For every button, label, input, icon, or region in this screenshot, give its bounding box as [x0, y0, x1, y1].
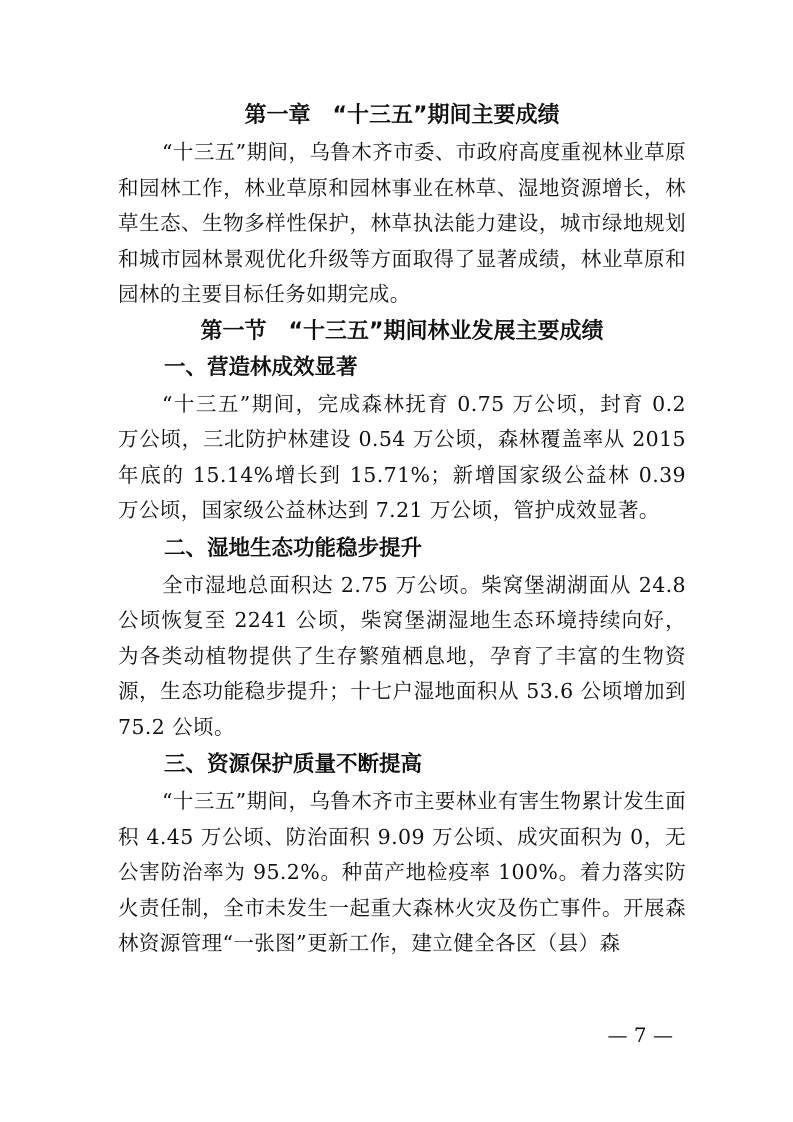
subsection-heading-resource-protection: 三、资源保护质量不断提高 — [164, 752, 423, 777]
subsection-paragraph-resource-protection: “十三五”期间，乌鲁木齐市主要林业有害生物累计发生面积 4.45 万公顷、防治面积 9.09 万公顷、成灾面积为 0，无公害防治率为 95.2%。种苗产地检疫率 100%。着力落实防火责任制，全市未发生一起重大森林火灾及伤亡事件。开展森林资源管理“一张图”更新工作，建立健全各区（县）森 — [118, 789, 686, 955]
subsection-heading-wetland: 二、湿地生态功能稳步提升 — [164, 535, 423, 561]
chapter-intro-paragraph: “十三五”期间，乌鲁木齐市委、市政府高度重视林业草原和园林工作，林业草原和园林事业在林草、湿地资源增长，林草生态、生物多样性保护，林草执法能力建设，城市绿地规划和城市园林景观优化升级等方面取得了显著成绩，林业草原和园林的主要目标任务如期完成。 — [118, 140, 686, 306]
page-content — [118, 98, 686, 962]
subsection-heading-afforestation: 一、营造林成效显著 — [164, 354, 358, 380]
section-title: 第一节 “十三五”期间林业发展主要成绩 — [200, 318, 604, 344]
page-number: — 7 — — [607, 1023, 673, 1047]
chapter-title: 第一章 “十三五”期间主要成绩 — [244, 103, 560, 128]
subsection-paragraph-wetland: 全市湿地总面积达 2.75 万公顷。柴窝堡湖湖面从 24.8 公顷恢复至 2241 公顷，柴窝堡湖湿地生态环境持续向好，为各类动植物提供了生存繁殖栖息地，孕育了丰富的生物资源，生态功能稳步提升；十七户湿地面积从 53.6 公顷增加到 75.2 公顷。 — [118, 572, 686, 739]
subsection-paragraph-afforestation: “十三五”期间，完成森林抚育 0.75 万公顷，封育 0.2 万公顷，三北防护林建设 0.54 万公顷，森林覆盖率从 2015 年底的 15.14%增长到 15.71%；新增国家级公益林 0.39 万公顷，国家级公益林达到 7.21 万公顷，管护成效显著。 — [118, 391, 686, 522]
